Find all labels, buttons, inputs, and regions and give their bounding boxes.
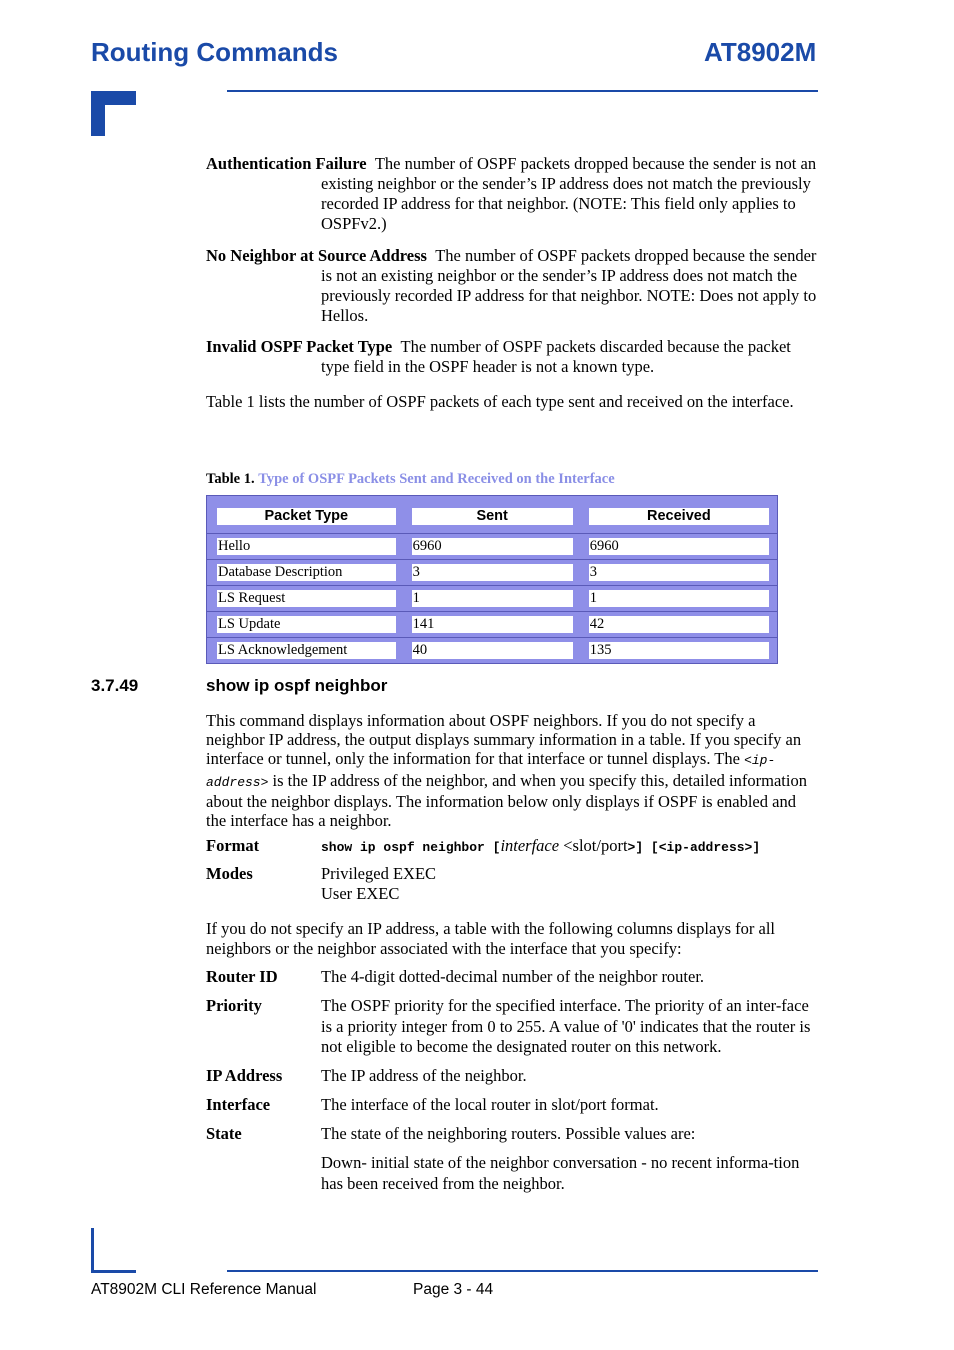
definition-no-neighbor bbox=[206, 246, 818, 326]
mode-item: Privileged EXEC bbox=[321, 864, 437, 883]
column-definition: The 4-digit dotted-decimal number of the neighbor router. bbox=[321, 967, 705, 986]
term-label: Authentication Failure bbox=[206, 154, 367, 173]
column-def-priority bbox=[206, 996, 818, 1058]
footer-page-number: Page 3 - 44 bbox=[413, 1281, 494, 1298]
column-term: Interface bbox=[206, 1095, 271, 1114]
term-definition: The number of OSPF packets dropped because the sender is not an existing neighbor or the sender’s IP address does not match the previously recorded IP address for that neighbor. (NOTE: This field only applies to OSPFv2.) bbox=[321, 154, 817, 233]
term-definition: The number of OSPF packets discarded because the packet type field in the OSPF header is not a known type. bbox=[321, 337, 791, 376]
intro-text-2: is the IP address of the neighbor, and when you specify this, detailed information about the neighbor displays. The information below only displays if OSPF is enabled and the interface has a neighbor. bbox=[206, 770, 807, 831]
footer-manual-title: AT8902M CLI Reference Manual bbox=[91, 1281, 317, 1298]
format-tail: >] [<ip-address>] bbox=[627, 840, 761, 855]
table-cell: 3 bbox=[589, 564, 769, 581]
table-cell: 42 bbox=[589, 616, 769, 633]
section-title: show ip ospf neighbor bbox=[206, 676, 388, 695]
table-cell: 6960 bbox=[412, 538, 573, 555]
columns-intro: If you do not specify an IP address, a table with the following columns displays for all neighbors or the neighbor associated with the interface that you specify: bbox=[206, 919, 775, 958]
column-term: Priority bbox=[206, 996, 262, 1015]
column-header: Received bbox=[589, 508, 769, 525]
intro-text-1: This command displays information about OSPF neighbors. If you do not specify a neighbor IP address, the output displays summary information in a table. If you specify an interface or tunnel, only the information for that interface or tunnel displays. The bbox=[206, 711, 802, 769]
table-row bbox=[207, 637, 777, 663]
footer-corner-horizontal bbox=[91, 1270, 136, 1273]
format-label bbox=[206, 836, 259, 856]
format-command: show ip ospf neighbor [ bbox=[321, 840, 501, 855]
section-intro bbox=[206, 711, 818, 830]
column-header: Packet Type bbox=[217, 508, 396, 525]
column-def-interface bbox=[206, 1095, 818, 1116]
column-term: IP Address bbox=[206, 1066, 283, 1085]
column-term: Router ID bbox=[206, 967, 278, 986]
term-label: Invalid OSPF Packet Type bbox=[206, 337, 393, 356]
table-caption bbox=[206, 471, 615, 488]
column-def-ip-address bbox=[206, 1066, 818, 1087]
state-down-description bbox=[206, 1153, 818, 1194]
table-cell: 1 bbox=[412, 590, 573, 607]
section-header-title: Routing Commands bbox=[91, 37, 338, 67]
table-header-row bbox=[207, 496, 777, 533]
mode-item: User EXEC bbox=[321, 884, 400, 903]
table-cell: 40 bbox=[412, 642, 573, 659]
header-rule bbox=[227, 90, 818, 92]
modes-label bbox=[206, 864, 253, 884]
format-interface: interface bbox=[500, 836, 560, 855]
intro-code: <ip-address> bbox=[206, 753, 776, 790]
column-definition: The state of the neighboring routers. Possible values are: bbox=[321, 1124, 696, 1143]
column-header: Sent bbox=[412, 508, 573, 525]
table-cell: LS Acknowledgement bbox=[217, 642, 396, 659]
column-definition: The interface of the local router in slot/port format. bbox=[321, 1095, 659, 1114]
table-cell: Database Description bbox=[217, 564, 396, 581]
product-name: AT8902M bbox=[704, 37, 817, 67]
state-down-text: Down- initial state of the neighbor conversation - no recent informa-tion has been received from the neighbor. bbox=[321, 1153, 800, 1193]
table-row bbox=[207, 533, 777, 559]
definition-auth-failure bbox=[206, 154, 818, 234]
table-caption-label: Table 1. bbox=[206, 471, 255, 487]
modes-list bbox=[321, 864, 436, 904]
table-row bbox=[207, 611, 777, 637]
column-definition: The OSPF priority for the specified interface. The priority of an inter-face is a priority integer from 0 to 255. A value of '0' indicates that the router is not eligible to become the designated router on this network. bbox=[321, 996, 811, 1056]
section-number: 3.7.49 bbox=[91, 676, 139, 695]
format-slot: <slot/port bbox=[563, 836, 628, 855]
modes-label-text: Modes bbox=[206, 864, 253, 883]
ospf-packet-table bbox=[206, 495, 778, 664]
table-intro: Table 1 lists the number of OSPF packets of each type sent and received on the interface. bbox=[206, 392, 794, 411]
table-cell: LS Request bbox=[217, 590, 396, 607]
column-definition: The IP address of the neighbor. bbox=[321, 1066, 527, 1085]
table-cell: 1 bbox=[589, 590, 769, 607]
table-cell: 135 bbox=[589, 642, 769, 659]
format-label-text: Format bbox=[206, 836, 260, 855]
term-label: No Neighbor at Source Address bbox=[206, 246, 427, 265]
table-cell: 6960 bbox=[589, 538, 769, 555]
table-cell: Hello bbox=[217, 538, 396, 555]
definition-invalid-packet bbox=[206, 337, 818, 377]
term-definition: The number of OSPF packets dropped because the sender is not an existing neighbor or the sender’s IP address does not match the previously recorded IP address for that neighbor. NOTE: Does not apply to Hellos. bbox=[321, 246, 817, 325]
column-def-router-id bbox=[206, 967, 818, 988]
table-row bbox=[207, 559, 777, 585]
column-def-state bbox=[206, 1124, 818, 1145]
table-caption-text: Type of OSPF Packets Sent and Received on the Interface bbox=[258, 471, 615, 487]
format-syntax bbox=[321, 836, 760, 858]
corner-mark-vertical bbox=[91, 91, 105, 136]
footer-rule bbox=[227, 1270, 818, 1272]
footer-corner-vertical bbox=[91, 1228, 94, 1273]
table-cell: 141 bbox=[412, 616, 573, 633]
table-row bbox=[207, 585, 777, 611]
table-cell: 3 bbox=[412, 564, 573, 581]
table-cell: LS Update bbox=[217, 616, 396, 633]
column-term: State bbox=[206, 1124, 242, 1143]
